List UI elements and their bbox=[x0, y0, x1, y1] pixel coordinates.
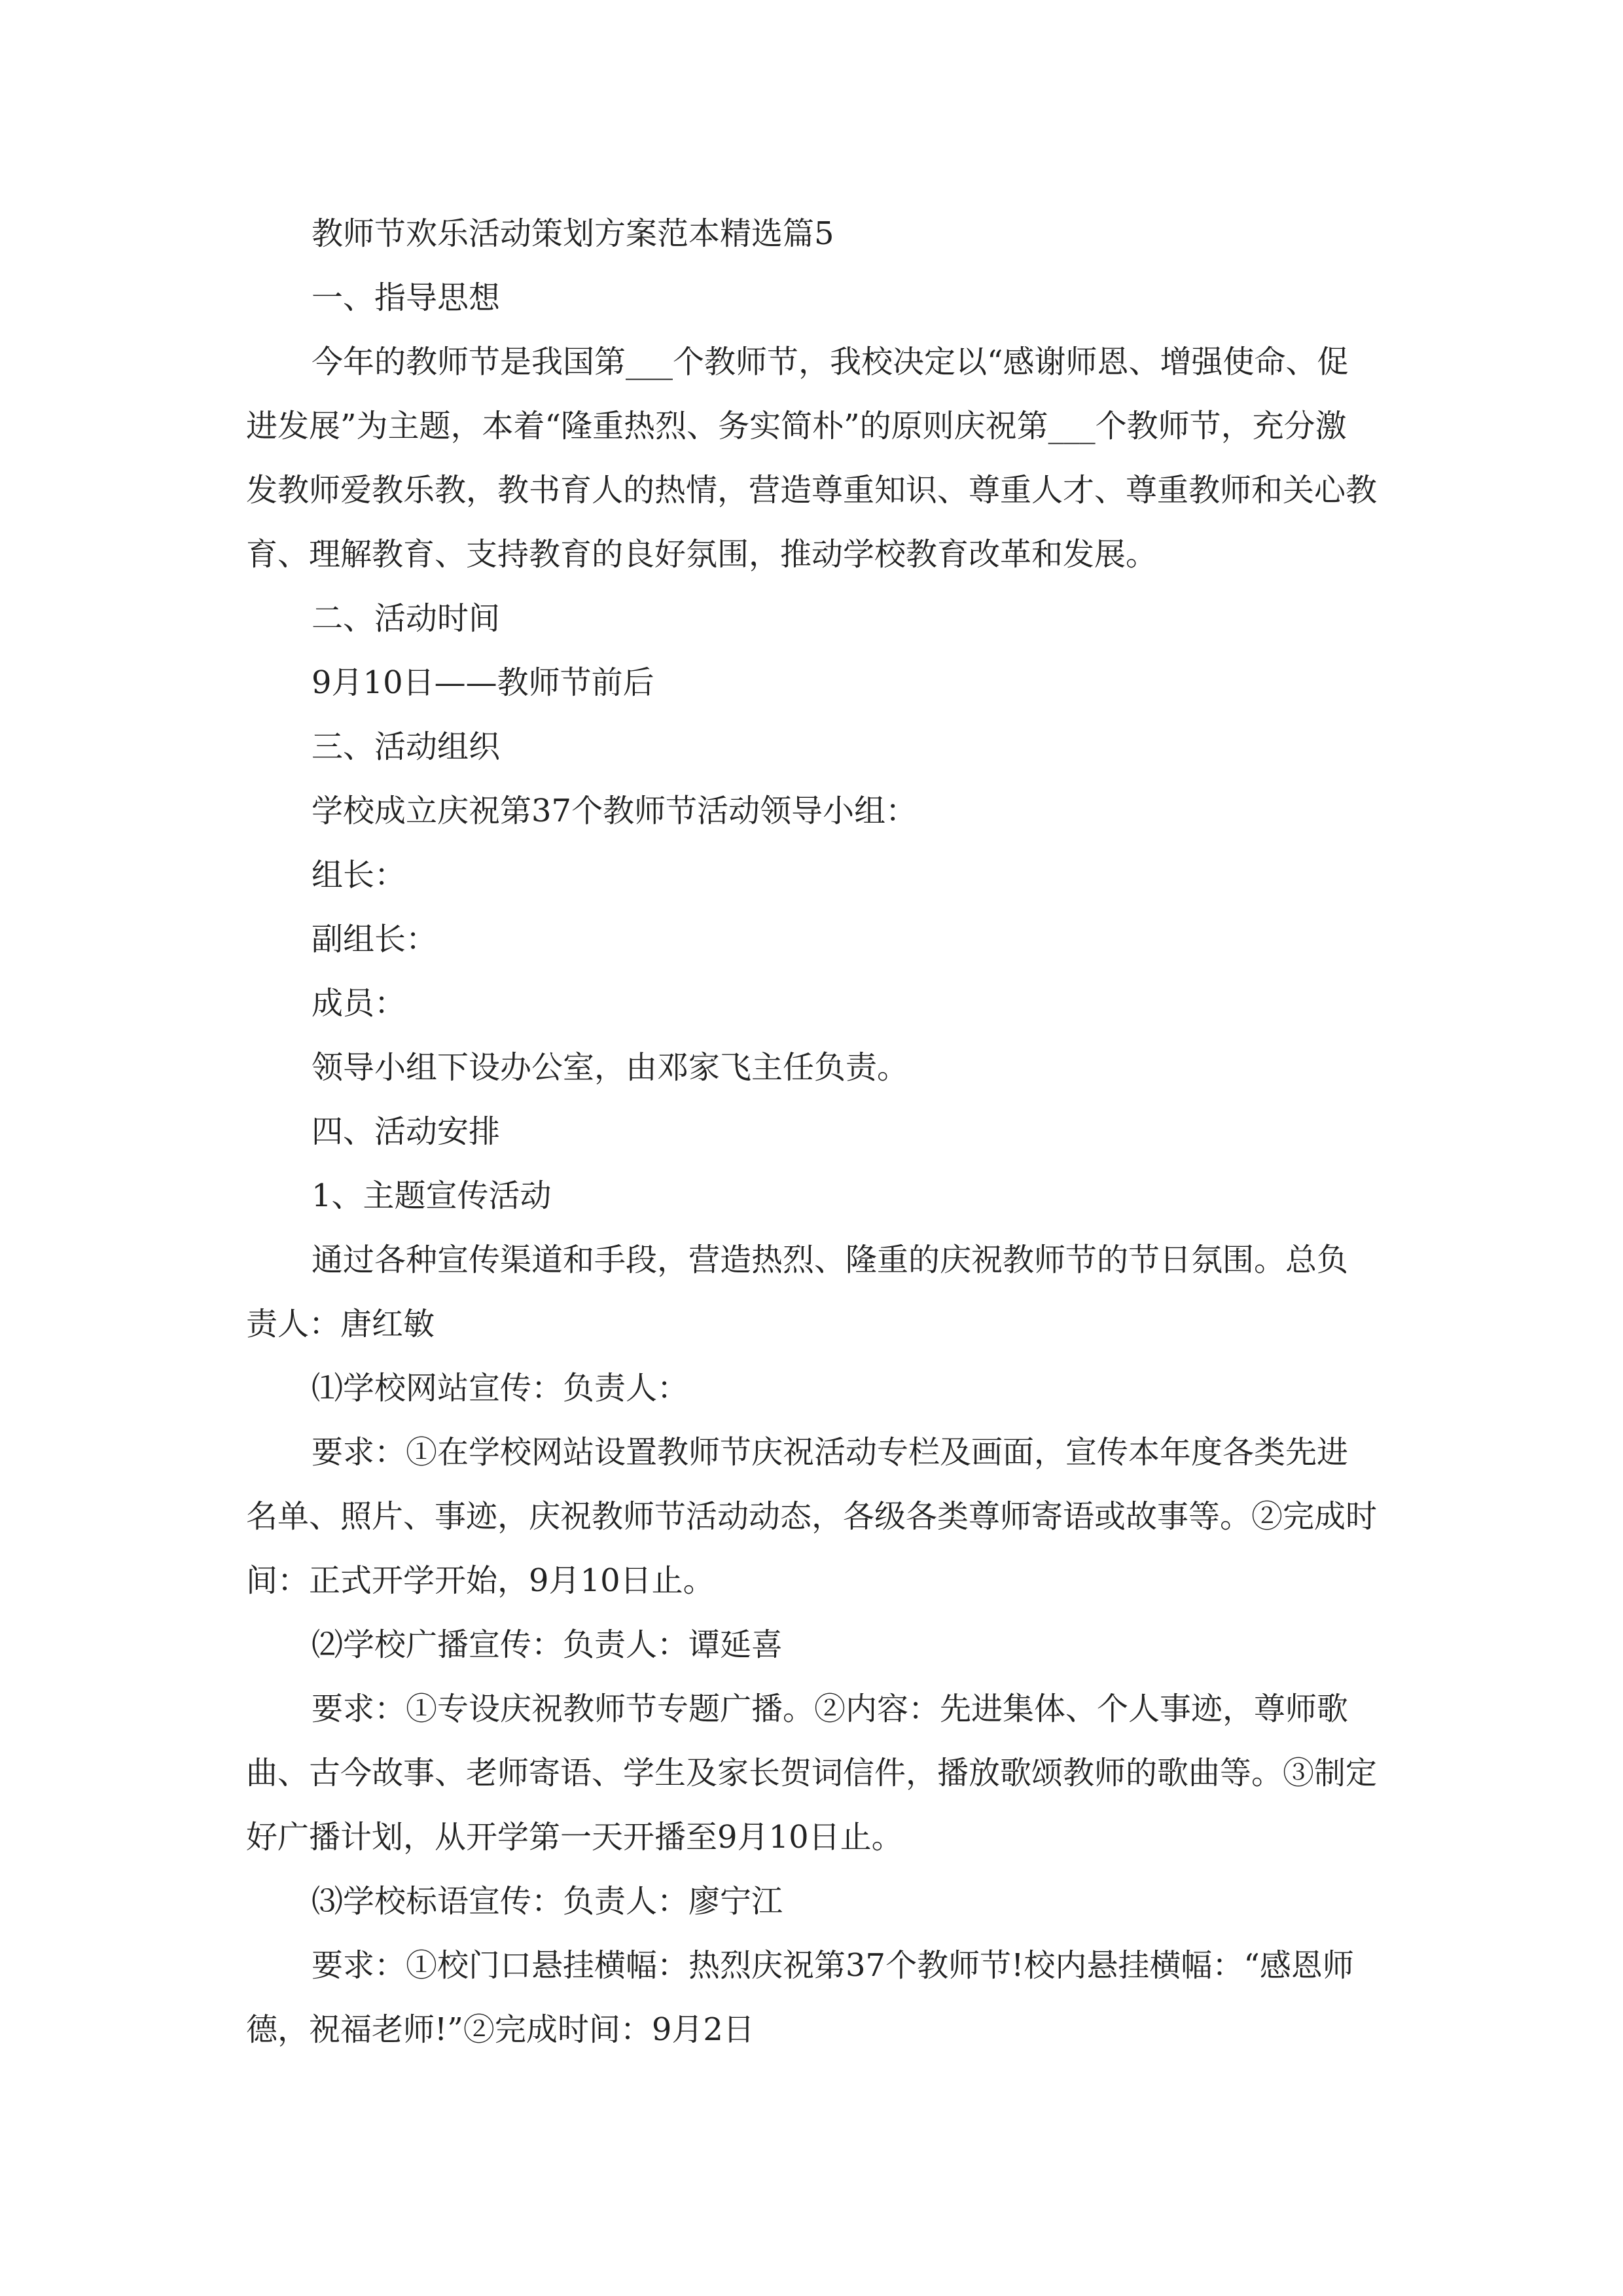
paragraph-office: 领导小组下设办公室，由邓家飞主任负责。 bbox=[312, 1049, 909, 1086]
paragraph-members: 成员： bbox=[312, 985, 406, 1022]
item-slogan-publicity: ⑶学校标语宣传：负责人：廖宁江 bbox=[312, 1883, 783, 1920]
document-body bbox=[246, 202, 1377, 2062]
paragraph-group-leader: 组长： bbox=[312, 857, 406, 893]
paragraph-theme-publicity: 通过各种宣传渠道和手段，营造热烈、隆重的庆祝教师节的节日氛围。总负责人：唐红敏 bbox=[246, 1242, 1349, 1342]
item-website-publicity: ⑴学校网站宣传：负责人： bbox=[312, 1370, 689, 1407]
paragraph-leading-group: 学校成立庆祝第37个教师节活动领导小组： bbox=[312, 793, 918, 829]
section-heading-activity-time: 二、活动时间 bbox=[312, 600, 501, 637]
paragraph-broadcast-requirements: 要求：①专设庆祝教师节专题广播。②内容：先进集体、个人事迹，尊师歌曲、古今故事、老师寄语、学生及家长贺词信件，播放歌颂教师的歌曲等。③制定好广播计划，从开学第一天开播至9月10日止。 bbox=[246, 1691, 1378, 1856]
paragraph-website-requirements: 要求：①在学校网站设置教师节庆祝活动专栏及画面，宣传本年度各类先进名单、照片、事迹，庆祝教师节活动动态，各级各类尊师寄语或故事等。②完成时间：正式开学开始，9月10日止。 bbox=[246, 1434, 1378, 1599]
item-broadcast-publicity: ⑵学校广播宣传：负责人：谭延喜 bbox=[312, 1626, 783, 1663]
section-heading-guiding-ideology: 一、指导思想 bbox=[312, 279, 501, 316]
subheading-theme-publicity: 1、主题宣传活动 bbox=[312, 1177, 552, 1214]
paragraph-activity-time: 9月10日——教师节前后 bbox=[312, 664, 654, 701]
paragraph-slogan-requirements: 要求：①校门口悬挂横幅：热烈庆祝第37个教师节!校内悬挂横幅：“感恩师德，祝福老师!”②完成时间：9月2日 bbox=[246, 1947, 1354, 2048]
section-heading-activity-arrangement: 四、活动安排 bbox=[312, 1113, 501, 1150]
section-heading-activity-organization: 三、活动组织 bbox=[312, 728, 501, 765]
paragraph-guiding-ideology: 今年的教师节是我国第___个教师节，我校决定以“感谢师恩、增强使命、促进发展”为主题，本着“隆重热烈、务实简朴”的原则庆祝第___个教师节，充分激发教师爱教乐教，教书育人的热情，营造尊重知识、尊重人才、尊重教师和关心教育、理解教育、支持教育的良好氛围，推动学校教育改革和发展。 bbox=[246, 344, 1378, 573]
document-title: 教师节欢乐活动策划方案范本精选篇5 bbox=[312, 215, 834, 252]
paragraph-deputy-leader: 副组长： bbox=[312, 921, 438, 958]
